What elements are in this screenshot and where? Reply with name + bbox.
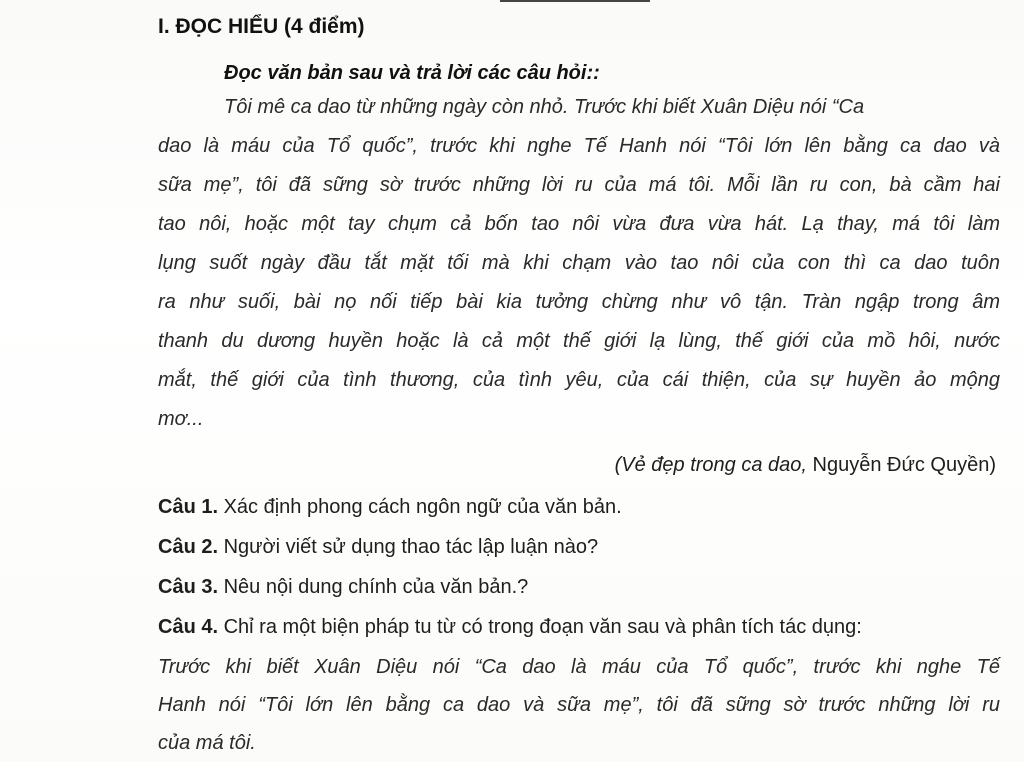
reading-passage: [158, 94, 1000, 445]
passage-line: thanh du dương huyền hoặc là cả một thế giới lạ lùng, thế giới của mồ hôi, nước: [158, 330, 1000, 352]
question-4: [158, 616, 1000, 639]
quote-line: của má tôi.: [158, 732, 256, 754]
section-heading: I. ĐỌC HIỂU (4 điểm): [158, 15, 365, 38]
passage-line: ra như suối, bài nọ nối tiếp bài kia tưởng chừng như vô tận. Tràn ngập trong âm: [158, 291, 1000, 313]
passage-line: Tôi mê ca dao từ những ngày còn nhỏ. Trước khi biết Xuân Diệu nói “Ca: [224, 96, 865, 118]
question-text: Xác định phong cách ngôn ngữ của văn bản.: [218, 496, 622, 518]
passage-line: mơ...: [158, 408, 204, 430]
passage-line: lụng suốt ngày đầu tắt mặt tối mà khi chạm vào tao nôi của con thì ca dao tuôn: [158, 252, 1000, 274]
passage-line: dao là máu của Tổ quốc”, trước khi nghe Tế Hanh nói “Tôi lớn lên bằng ca dao và: [158, 135, 1000, 157]
source-author: Nguyễn Đức Quyền): [806, 454, 996, 476]
passage-line: sữa mẹ”, tôi đã sững sờ trước những lời ru của má tôi. Mỗi lần ru con, bà cầm hai: [158, 174, 1000, 196]
quoted-excerpt: [158, 654, 1000, 768]
passage-line: mắt, thế giới của tình thương, của tình yêu, của cái thiện, của sự huyền ảo mộng: [158, 369, 1000, 391]
question-text: Chỉ ra một biện pháp tu từ có trong đoạn văn sau và phân tích tác dụng:: [218, 616, 862, 638]
question-2: [158, 536, 598, 559]
passage-line: tao nôi, hoặc một tay chụm cả bốn tao nôi vừa đưa vừa hát. Lạ thay, má tôi làm: [158, 213, 1000, 235]
question-3: [158, 576, 528, 599]
quote-line: Trước khi biết Xuân Diệu nói “Ca dao là máu của Tổ quốc”, trước khi nghe Tế: [158, 656, 1000, 678]
question-text: Nêu nội dung chính của văn bản.?: [218, 576, 529, 598]
top-rule: [500, 0, 650, 2]
quote-line: Hanh nói “Tôi lớn lên bằng ca dao và sữa mẹ”, tôi đã sững sờ trước những lời ru: [158, 694, 1000, 716]
instruction: Đọc văn bản sau và trả lời các câu hỏi::: [224, 62, 600, 84]
source-title: (Vẻ đẹp trong ca dao,: [614, 454, 807, 476]
question-number: Câu 4.: [158, 616, 219, 638]
question-text: Người viết sử dụng thao tác lập luận nào?: [218, 536, 599, 558]
question-number: Câu 2.: [158, 536, 219, 558]
question-1: [158, 496, 622, 519]
source-citation: [615, 454, 996, 477]
question-number: Câu 1.: [158, 496, 219, 518]
question-number: Câu 3.: [158, 576, 219, 598]
